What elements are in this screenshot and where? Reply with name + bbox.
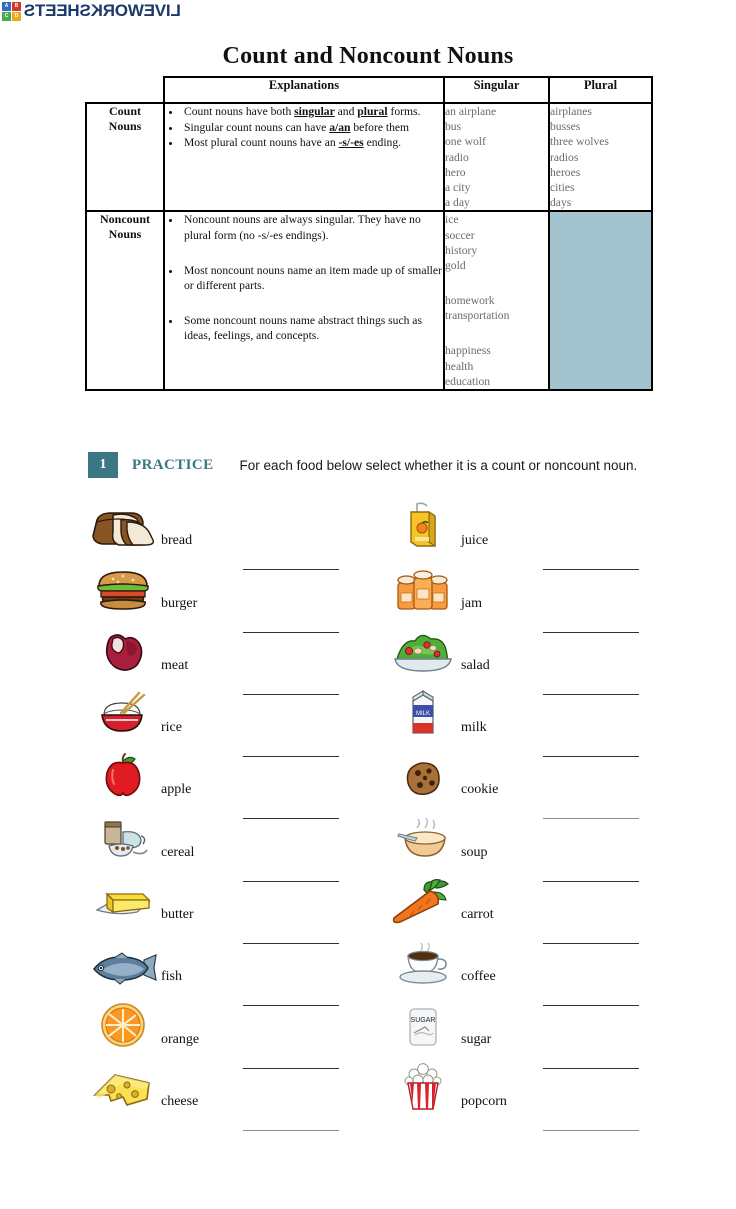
cheese-icon <box>85 1058 161 1112</box>
fish-icon <box>85 933 161 987</box>
popcorn-icon <box>385 1058 461 1112</box>
item-label: orange <box>161 1031 200 1047</box>
answer-line[interactable] <box>543 1130 639 1131</box>
example-word: soccer <box>445 228 475 242</box>
header-singular: Singular <box>444 77 549 103</box>
svg-text:MILK: MILK <box>415 711 431 718</box>
list-item <box>385 996 655 1058</box>
item-label: cheese <box>161 1093 199 1109</box>
row-label-line1: Noncount <box>99 212 150 227</box>
practice-label: PRACTICE <box>132 456 214 473</box>
juice-box-icon <box>385 497 461 551</box>
logo-mark-icon <box>2 2 21 21</box>
page-title: Count and Noncount Nouns <box>222 43 514 69</box>
example-word: ice <box>445 213 459 227</box>
item-label: coffee <box>461 969 496 985</box>
list-item <box>85 623 355 685</box>
example-word: health <box>445 359 474 373</box>
sugar-bag-icon <box>385 996 461 1050</box>
rice-icon <box>85 684 161 738</box>
list-item <box>385 623 655 685</box>
explanation-bullet: • Count nouns have both singular and plural forms. <box>182 104 443 119</box>
explanation-bullet: • Singular count nouns can have a/an before them <box>182 120 443 135</box>
list-item <box>85 498 355 560</box>
row-label-line1: Count <box>108 104 141 118</box>
jam-jars-icon <box>385 560 461 614</box>
butter-icon <box>85 871 161 925</box>
list-item <box>85 872 355 934</box>
practice-number-badge: 1 <box>88 452 118 478</box>
item-label: cereal <box>161 844 195 860</box>
row-label-count-nouns <box>86 103 164 211</box>
example-word: history <box>445 243 478 257</box>
explanation-bullet: • Some noncount nouns name abstract things such as ideas, feelings, and concepts. <box>182 313 443 343</box>
example-word: one wolf <box>445 135 486 149</box>
logo-tile-a: A <box>2 2 11 11</box>
coffee-cup-icon <box>385 933 461 987</box>
practice-section-header <box>88 452 637 478</box>
cookie-icon <box>385 746 461 800</box>
example-word: busses <box>550 120 581 134</box>
soup-bowl-icon <box>385 809 461 863</box>
list-item <box>85 809 355 871</box>
example-word: homework <box>445 294 495 308</box>
milk-carton-icon <box>385 684 461 738</box>
item-label: salad <box>461 657 490 673</box>
explanations-count-nouns <box>164 103 444 211</box>
list-item <box>85 685 355 747</box>
singular-examples-count <box>444 103 549 211</box>
answer-line[interactable] <box>243 1130 339 1131</box>
item-label: popcorn <box>461 1093 507 1109</box>
list-item <box>85 1059 355 1121</box>
singular-examples-noncount <box>444 211 549 390</box>
header-plural: Plural <box>549 77 652 103</box>
svg-text:SUGAR: SUGAR <box>410 1016 436 1024</box>
item-label: sugar <box>461 1031 492 1047</box>
example-word: an airplane <box>445 105 497 118</box>
site-logo[interactable] <box>0 0 181 22</box>
list-item <box>385 809 655 871</box>
list-item <box>385 498 655 560</box>
list-item <box>85 996 355 1058</box>
logo-tile-b: B <box>12 2 21 11</box>
example-word: cities <box>550 180 575 194</box>
practice-instruction: For each food below select whether it is a count or noncount noun. <box>239 457 638 473</box>
example-word: three wolves <box>550 135 609 149</box>
explanation-bullet: • Most plural count nouns have an -s/-es ending. <box>182 135 443 150</box>
list-item <box>85 934 355 996</box>
item-label: cookie <box>461 782 499 798</box>
apple-icon <box>85 746 161 800</box>
item-label: fish <box>161 969 182 985</box>
plural-answer-field-noncount[interactable] <box>549 211 652 390</box>
list-item <box>385 560 655 622</box>
row-label-line2: Nouns <box>108 119 142 133</box>
meat-icon <box>85 622 161 676</box>
bread-icon <box>85 497 161 551</box>
list-item <box>385 685 655 747</box>
example-word: hero <box>445 165 466 179</box>
example-word: radios <box>550 150 579 164</box>
list-item <box>385 872 655 934</box>
item-label: milk <box>461 720 487 736</box>
example-word: education <box>445 374 491 388</box>
explanations-noncount-nouns <box>164 211 444 390</box>
practice-items-area <box>85 498 655 1138</box>
row-label-line2: Nouns <box>108 227 142 242</box>
logo-text: LIVEWORKSHEETS <box>24 1 181 20</box>
item-label: burger <box>161 595 198 611</box>
logo-tile-c: C <box>2 12 11 21</box>
item-label: soup <box>461 844 488 860</box>
example-word: bus <box>445 120 462 134</box>
practice-column-right <box>385 498 655 1121</box>
item-label: meat <box>161 657 189 673</box>
example-word: transportation <box>445 309 510 323</box>
example-word: happiness <box>445 344 491 358</box>
list-item <box>85 747 355 809</box>
example-word: a day <box>445 196 470 210</box>
list-item <box>385 1059 655 1121</box>
explanation-bullet: • Noncount nouns are always singular. They have no plural form (no -s/-es endings). <box>182 212 443 242</box>
item-label: apple <box>161 782 192 798</box>
list-item <box>85 560 355 622</box>
row-label-noncount-nouns <box>86 211 164 390</box>
practice-column-left <box>85 498 355 1121</box>
table-row-count-nouns <box>86 103 652 211</box>
grammar-reference-table <box>85 76 651 391</box>
carrot-icon <box>385 871 461 925</box>
burger-icon <box>85 560 161 614</box>
table-row-noncount-nouns <box>86 211 652 390</box>
example-word: heroes <box>550 165 581 179</box>
example-word: airplanes <box>550 105 592 118</box>
item-label: juice <box>461 533 489 549</box>
example-word: days <box>550 196 572 210</box>
example-word: gold <box>445 258 466 272</box>
item-label: carrot <box>461 907 494 923</box>
example-word: radio <box>445 150 469 164</box>
plural-examples-count <box>549 103 652 211</box>
explanation-bullet: • Most noncount nouns name an item made up of smaller or different parts. <box>182 263 443 293</box>
item-label: bread <box>161 533 193 549</box>
orange-icon <box>85 996 161 1050</box>
item-label: jam <box>461 595 482 611</box>
list-item <box>385 747 655 809</box>
cereal-icon <box>85 809 161 863</box>
list-item <box>385 934 655 996</box>
item-label: rice <box>161 720 182 736</box>
header-explanations: Explanations <box>164 77 444 103</box>
logo-tile-d: D <box>12 12 21 21</box>
example-word: a city <box>445 180 471 194</box>
header-corner-blank <box>86 77 164 103</box>
salad-bowl-icon <box>385 622 461 676</box>
table-header-row <box>86 77 652 103</box>
item-label: butter <box>161 907 194 923</box>
